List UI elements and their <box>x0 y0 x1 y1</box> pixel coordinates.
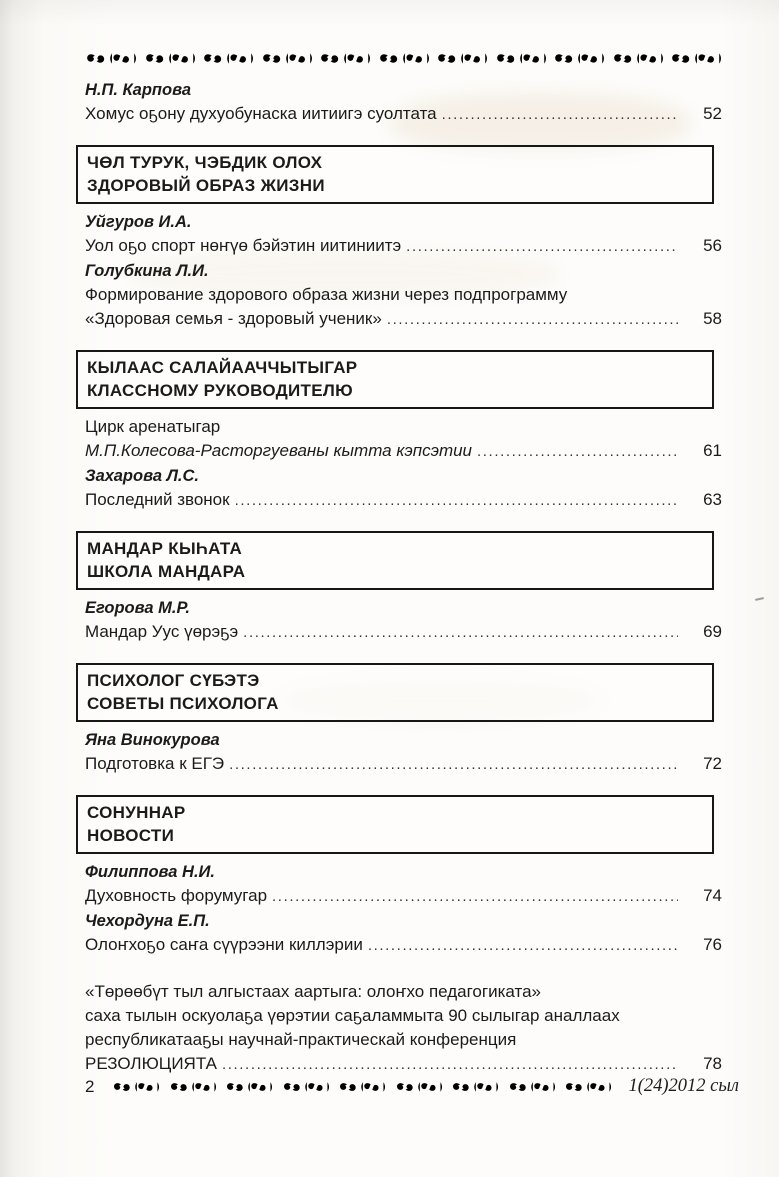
entry-title: Уол оҕо спорт нөҥүө бэйэтин иитиниитэ <box>85 236 402 255</box>
dot-leader <box>442 102 678 127</box>
page-number: 58 <box>703 309 722 328</box>
entry-title: Хомус оҕону духуобунаска иитиигэ суолтата <box>85 104 437 123</box>
toc-line <box>85 1052 722 1077</box>
scroll-ornament-icon <box>553 51 605 66</box>
toc-entry <box>85 464 722 513</box>
scroll-ornament-icon <box>144 51 196 66</box>
section-title-sakha: МАНДАР КЫҺАТА <box>87 539 243 558</box>
entry-author: Уйгуров И.А. <box>85 213 192 231</box>
section-title-russian: СОВЕТЫ ПСИХОЛОГА <box>87 694 279 713</box>
section-header-box <box>76 663 714 722</box>
page-number: 78 <box>703 1054 722 1073</box>
dot-leader <box>387 307 678 332</box>
footer-ornament-row <box>112 1080 612 1094</box>
scroll-ornament-icon <box>612 51 664 66</box>
entry-author: Голубкина Л.И. <box>85 262 209 280</box>
section-title-sakha: СОНУННАР <box>87 803 186 822</box>
scroll-ornament-icon <box>112 1080 160 1094</box>
section-title-sakha: ЧӨЛ ТУРУК, ЧЭБДИК ОЛОХ <box>87 153 323 172</box>
scroll-ornament-icon <box>451 1080 499 1094</box>
page-number: 74 <box>703 886 722 905</box>
toc-entry <box>85 596 722 645</box>
page-number: 56 <box>703 236 722 255</box>
resolution-line2: саха тылын оскуолаҕа үөрэтии саҕаламмыта 90 сылыгар аналлаах <box>85 1006 620 1025</box>
footer-page-number: 2 <box>85 1076 95 1096</box>
section-header-box <box>76 531 714 590</box>
entry-author: Филиппова Н.И. <box>85 863 216 881</box>
toc-line <box>85 488 722 513</box>
toc-line <box>85 234 722 259</box>
section-title-russian: НОВОСТИ <box>87 826 175 845</box>
section-header-box <box>76 350 714 409</box>
section-header-box <box>76 795 714 854</box>
section-title-sakha: ПСИХОЛОГ СҮБЭТЭ <box>87 671 260 690</box>
page-number: 52 <box>703 104 722 123</box>
toc-entry <box>85 728 722 777</box>
dot-leader <box>477 439 678 464</box>
scroll-ornament-icon <box>261 51 313 66</box>
dot-leader <box>229 752 678 777</box>
page-number: 69 <box>703 622 722 641</box>
section-title-russian: КЛАССНОМУ РУКОВОДИТЕЛЮ <box>87 381 353 400</box>
entry-title-line1: Формирование здорового образа жизни через подпрограмму <box>85 285 568 304</box>
scroll-ornament-icon <box>395 1080 443 1094</box>
scroll-ornament-icon <box>378 51 430 66</box>
entry-title: Последний звонок <box>85 490 230 509</box>
entry-author: Захарова Л.С. <box>85 467 200 485</box>
dot-leader <box>272 884 678 909</box>
scroll-ornament-icon <box>319 51 371 66</box>
toc-entry <box>85 909 722 958</box>
toc-line <box>85 884 722 909</box>
entry-title-line2: М.П.Колесова-Расторгуеваны кытта кэпсэтии <box>85 441 473 460</box>
toc-entry <box>85 78 722 127</box>
resolution-line1: «Төрөөбүт тыл алгыстаах аартыга: олоҥхо педагогиката» <box>85 982 541 1001</box>
section-title-russian: ЗДОРОВЫЙ ОБРАЗ ЖИЗНИ <box>87 176 325 195</box>
entry-author: Егорова М.Р. <box>85 599 191 617</box>
toc-line <box>85 439 722 464</box>
resolution-line3: республикатааҕы научнай-практическай конференция <box>85 1030 517 1049</box>
dot-leader <box>235 488 678 513</box>
dot-leader <box>243 620 678 645</box>
page-footer <box>85 1076 739 1097</box>
toc-line <box>85 102 722 127</box>
scroll-ornament-icon <box>202 51 254 66</box>
scroll-ornament-icon <box>670 51 722 66</box>
scroll-ornament-icon <box>225 1080 273 1094</box>
scroll-ornament-icon <box>85 51 137 66</box>
toc-line <box>85 620 722 645</box>
entry-title-line2: «Здоровая семья - здоровый ученик» <box>85 309 382 328</box>
entry-author: Н.П. Карпова <box>85 81 192 99</box>
toc-entry <box>85 415 722 464</box>
scroll-ornament-icon <box>338 1080 386 1094</box>
section-title-sakha: КЫЛААС САЛАЙААЧЧЫТЫГАР <box>87 358 358 377</box>
resolution-entry <box>85 980 722 1077</box>
entry-title: Мандар Уус үөрэҕэ <box>85 622 239 641</box>
section-title-russian: ШКОЛА МАНДАРА <box>87 562 246 581</box>
scroll-ornament-icon <box>282 1080 330 1094</box>
page-number: 76 <box>703 935 722 954</box>
entry-title-line1: Цирк аренатыгар <box>85 417 221 436</box>
toc-entry <box>85 210 722 259</box>
ornament-row <box>85 50 722 66</box>
toc-line <box>85 307 722 332</box>
toc-line <box>85 933 722 958</box>
dot-leader <box>406 234 678 259</box>
entry-author: Яна Винокурова <box>85 731 220 749</box>
toc-entry <box>85 259 722 332</box>
page-number: 63 <box>703 490 722 509</box>
entry-title: Олоҥхоҕо саҥа сүүрээни киллэрии <box>85 935 363 954</box>
issue-label: 1(24)2012 сыл <box>628 1076 739 1096</box>
page-number: 61 <box>703 441 722 460</box>
scroll-ornament-icon <box>436 51 488 66</box>
scroll-ornament-icon <box>508 1080 556 1094</box>
scroll-ornament-icon <box>495 51 547 66</box>
toc-line <box>85 752 722 777</box>
resolution-line4: РЕЗОЛЮЦИЯТА <box>85 1054 217 1073</box>
toc-entry <box>85 860 722 909</box>
scroll-ornament-icon <box>564 1080 612 1094</box>
entry-title: Подготовка к ЕГЭ <box>85 754 225 773</box>
scroll-ornament-icon <box>169 1080 217 1094</box>
page-number: 72 <box>703 754 722 773</box>
dot-leader <box>368 933 678 958</box>
dot-leader <box>222 1052 678 1077</box>
section-header-box <box>76 145 714 204</box>
entry-author: Чехордуна Е.П. <box>85 912 210 930</box>
entry-title: Духовность форумугар <box>85 886 268 905</box>
